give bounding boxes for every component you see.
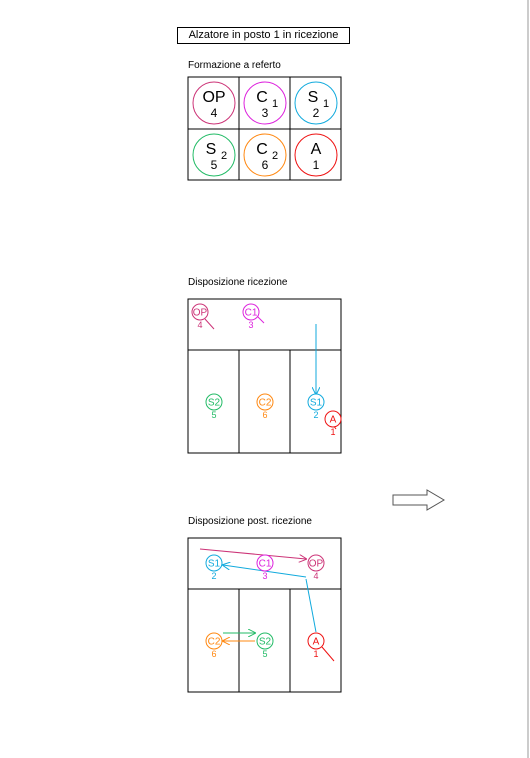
formation-player-number: 2 [312, 106, 320, 120]
section-label-ricezione: Disposizione ricezione [188, 277, 288, 288]
reception-player [243, 304, 259, 330]
reception-player-label: A [329, 414, 337, 426]
reception-player [206, 394, 222, 420]
section-label-post-ricezione: Disposizione post. ricezione [188, 516, 312, 527]
post-player [206, 555, 222, 581]
post-player-number: 1 [313, 649, 319, 659]
formation-player [193, 134, 235, 176]
reception-player-number: 3 [248, 320, 254, 330]
post-player-number: 4 [313, 571, 319, 581]
reception-player-label: S1 [309, 397, 323, 409]
section-label-formazione: Formazione a referto [188, 60, 281, 71]
reception-player-number: 2 [313, 410, 319, 420]
formation-player-role: S [307, 89, 319, 106]
post-player-label: S2 [258, 636, 272, 648]
formation-player [295, 82, 337, 124]
reception-player-label: C2 [258, 397, 272, 409]
formation-player-number: 1 [312, 158, 320, 172]
reception-court [188, 299, 341, 453]
page-title: Alzatore in posto 1 in ricezione [177, 27, 350, 44]
reception-player-label: C1 [244, 307, 258, 319]
formation-player-sub: 2 [271, 150, 279, 162]
formation-player-number: 6 [261, 158, 269, 172]
formation-player-sub: 1 [322, 98, 330, 110]
reception-player [257, 394, 273, 420]
post-player [308, 555, 324, 581]
reception-player [192, 304, 208, 330]
reception-player-number: 1 [330, 427, 336, 437]
formation-player-number: 3 [261, 106, 269, 120]
post-player-label: A [312, 636, 320, 648]
arrow-a-post [322, 647, 334, 661]
reception-player [325, 411, 341, 437]
post-player [257, 555, 273, 581]
formation-player [244, 82, 286, 124]
arrow-op-reception [205, 319, 214, 329]
post-player-label: S1 [207, 558, 221, 570]
post-player [206, 633, 222, 659]
reception-player-number: 5 [211, 410, 217, 420]
formation-player [193, 82, 235, 124]
formation-player-sub: 2 [220, 150, 228, 162]
formation-player-number: 4 [210, 106, 218, 120]
formation-player-role: S [205, 141, 217, 158]
post-player-label: OP [308, 558, 324, 570]
post-player-number: 3 [262, 571, 268, 581]
reception-player [308, 394, 324, 420]
formation-player [295, 134, 337, 176]
post-player-label: C2 [207, 636, 221, 648]
big-arrow-icon [393, 490, 444, 510]
post-player [308, 633, 324, 659]
formation-player-number: 5 [210, 158, 218, 172]
formation-player-sub: 1 [271, 98, 279, 110]
post-player-number: 5 [262, 649, 268, 659]
formation-player-role: C [256, 89, 268, 106]
post-player-number: 2 [211, 571, 217, 581]
reception-player-label: S2 [207, 397, 221, 409]
reception-player-number: 4 [197, 320, 203, 330]
formation-player-role: A [310, 141, 322, 158]
arrow-s1-post-b [306, 579, 316, 632]
reception-player-label: OP [192, 307, 208, 319]
reception-player-number: 6 [262, 410, 268, 420]
formation-player-role: OP [202, 89, 226, 106]
post-player-number: 6 [211, 649, 217, 659]
post-player [257, 633, 273, 659]
post-player-label: C1 [258, 558, 272, 570]
formation-player [244, 134, 286, 176]
formation-player-role: C [256, 141, 268, 158]
